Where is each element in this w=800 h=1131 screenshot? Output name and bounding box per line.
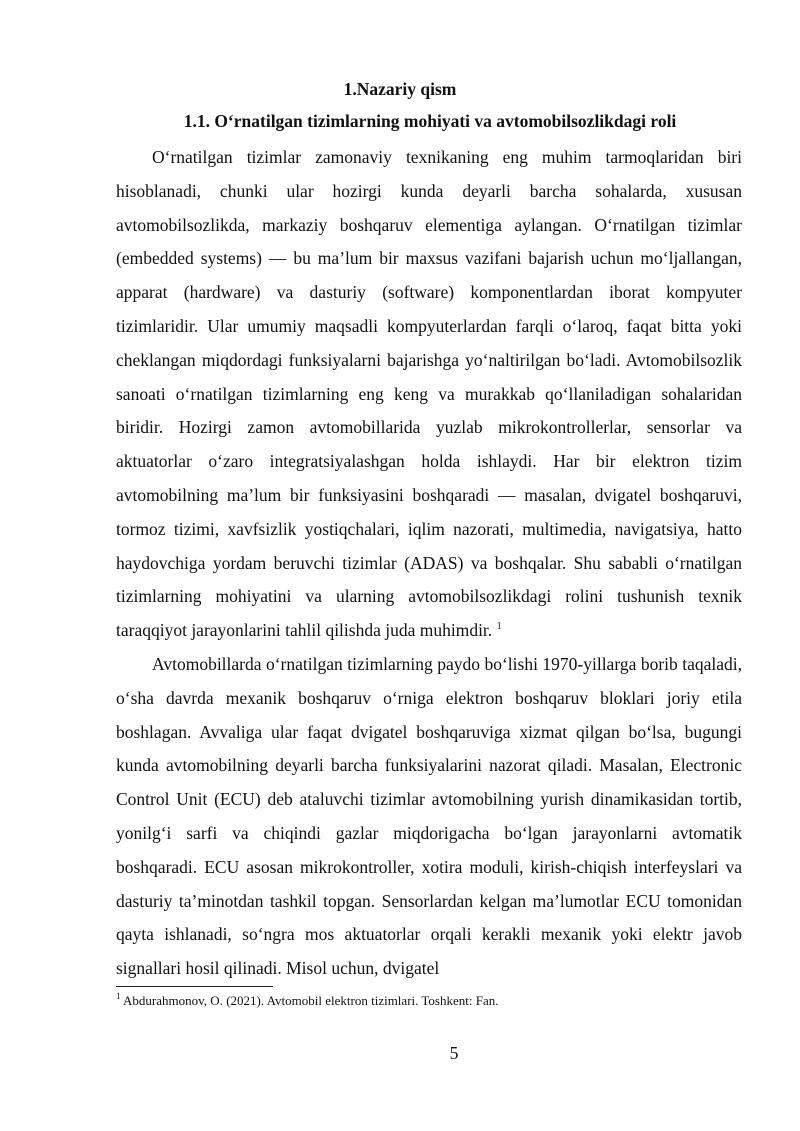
page-number: 5 [449, 1043, 459, 1063]
paragraph-2-text: Avtomobillarda o‘rnatilgan tizimlarning paydo bo‘lishi 1970-yillarga borib taqaladi, o‘sha davrda mexanik boshqaruv o‘rniga elektron boshqaruv bloklari joriy etila boshlagan. Avvaliga ular faqat dvigatel boshqaruviga xizmat qilgan bo‘lsa, bugungi kunda avtomobilning deyarli barcha funksiyalarini nazorat qiladi. Masalan, Electronic Control Unit (ECU) deb ataluvchi tizimlar avtomobilning yurish dinamikasidan tortib, yonilg‘i sarfi va chiqindi gazlar miqdorigacha bo‘lgan jarayonlarni avtomatik boshqaradi. ECU asosan mikrokontroller, xotira moduli, kirish-chiqish interfeyslari va dasturiy ta’minotdan tashkil topgan. Sensorlardan kelgan ma’lumotlar ECU tomonidan qayta ishlanadi, so‘ngra mos aktuatorlar orqali kerakli mexanik yoki elektr javob signallari hosil qilinadi. Misol uchun, dvigatel [116, 653, 742, 979]
footnote-marker: 1 [116, 991, 121, 1001]
body-text [116, 141, 742, 986]
footnote-separator [116, 986, 273, 987]
section-heading: 1.Nazariy qism [343, 79, 457, 99]
subsection-heading: 1.1. O‘rnatilgan tizimlarning mohiyati va avtomobilsozlikdagi roli [183, 111, 677, 131]
paragraph-1-text: O‘rnatilgan tizimlar zamonaviy texnikaning eng muhim tarmoqlaridan biri hisoblanadi, chunki ular hozirgi kunda deyarli barcha sohalarda, xususan avtomobilsozlikda, markaziy boshqaruv elementiga aylangan. O‘rnatilgan tizimlar (embedded systems) — bu ma’lum bir maxsus vazifani bajarish uchun mo‘ljallangan, apparat (hardware) va dasturiy (software) komponentlardan iborat kompyuter tizimlaridir. Ular umumiy maqsadli kompyuterlardan farqli o‘laroq, faqat bitta yoki cheklangan miqdordagi funksiyalarni bajarishga yo‘naltirilgan bo‘ladi. Avtomobilsozlik sanoati o‘rnatilgan tizimlarning eng keng va murakkab qo‘llaniladigan sohalaridan biridir. Hozirgi zamon avtomobillarida yuzlab mikrokontrollerlar, sensorlar va aktuatorlar o‘zaro integratsiyalashgan holda ishlaydi. Har bir elektron tizim avtomobilning ma’lum bir funksiyasini boshqaradi — masalan, dvigatel boshqaruvi, tormoz tizimi, xavfsizlik yostiqchalari, iqlim nazorati, multimedia, navigatsiya, hatto haydovchiga yordam beruvchi tizimlar (ADAS) va boshqalar. Shu sababli o‘rnatilgan tizimlarning mohiyatini va ularning avtomobilsozlikdagi rolini tushunish texnik taraqqiyot jarayonlarini tahlil qilishda juda muhimdir. [116, 147, 742, 641]
footnote [116, 992, 742, 1010]
paragraph-1 [116, 141, 742, 648]
footnote-text: Abdurahmonov, O. (2021). Avtomobil elektron tizimlari. Toshkent: Fan. [123, 993, 499, 1008]
paragraph-2 [116, 648, 742, 986]
footnote-reference[interactable]: 1 [496, 621, 502, 633]
